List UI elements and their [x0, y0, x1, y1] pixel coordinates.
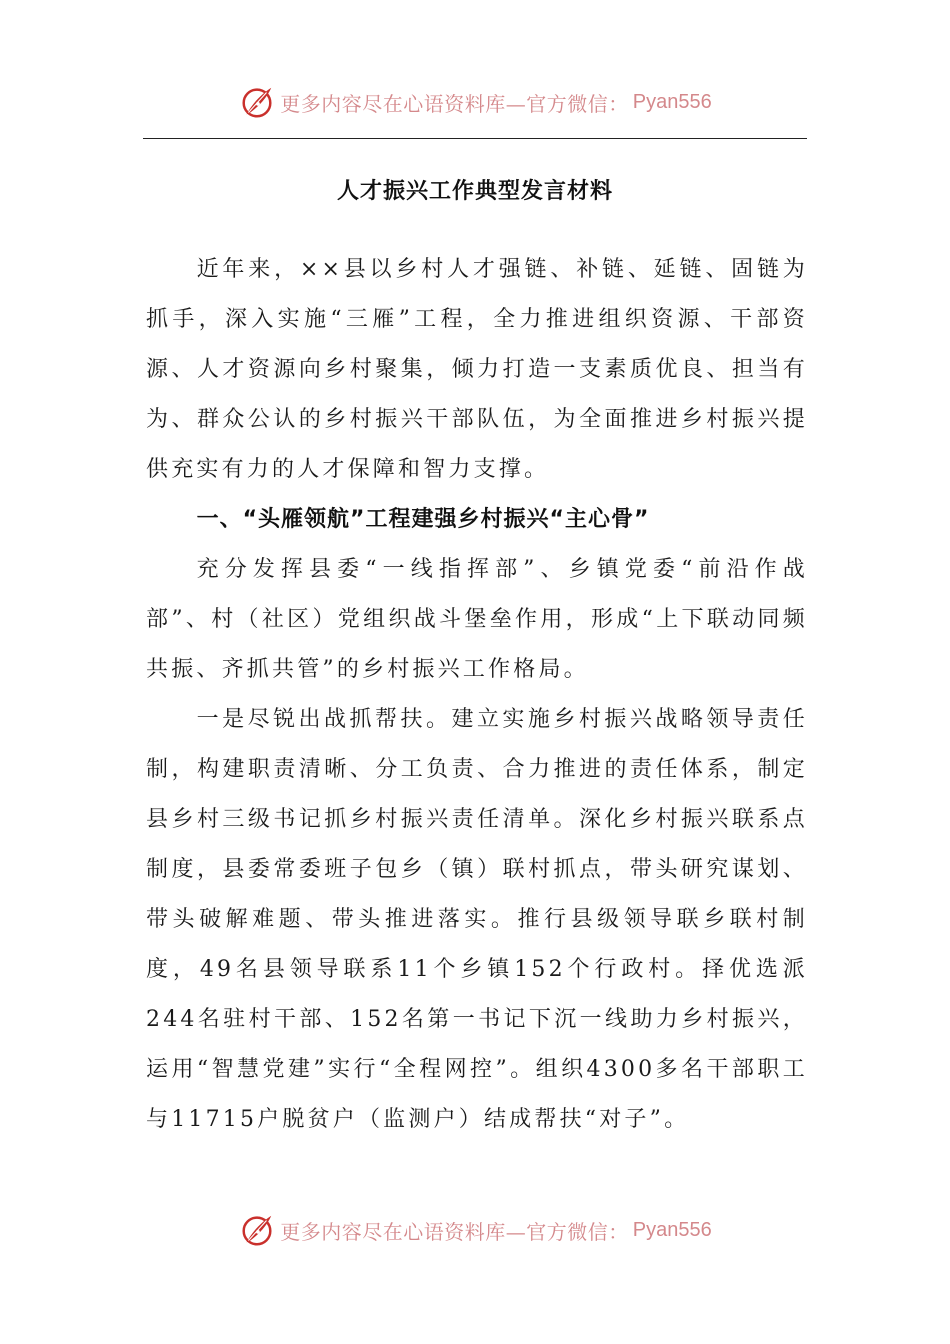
- section-heading: 一、“头雁领航”工程建强乡村振兴“主心骨”: [196, 507, 650, 532]
- watermark-text: 更多内容尽在心语资料库—官方微信：: [280, 1219, 629, 1244]
- intro-paragraph: 近年来，××县以乡村人才强链、补链、延链、固链为抓手，深入实施“三雁”工程，全力推进组织资源、干部资源、人才资源向乡村聚集，倾力打造一支素质优良、担当有为、群众公认的乡村振兴干部队伍，为全面推进乡村振兴提供充实有力的人才保障和智力支撑。: [146, 257, 808, 482]
- watermark-text: 更多内容尽在心语资料库—官方微信：: [280, 91, 629, 116]
- feather-pen-logo-icon: [238, 1211, 276, 1249]
- document-body: [146, 245, 808, 1145]
- document-title: 人才振兴工作典型发言材料: [336, 178, 613, 204]
- header-watermark: [0, 82, 950, 122]
- header-divider: [143, 138, 807, 139]
- section-paragraph: 一是尽锐出战抓帮扶。建立实施乡村振兴战略领导责任制，构建职责清晰、分工负责、合力推进的责任体系，制定县乡村三级书记抓乡村振兴责任清单。深化乡村振兴联系点制度，县委常委班子包乡（镇）联村抓点，带头研究谋划、带头破解难题、带头推进落实。推行县级领导联乡联村制度，49名县领导联系11个乡镇152个行政村。择优选派244名驻村干部、152名第一书记下沉一线助力乡村振兴，运用“智慧党建”实行“全程网控”。组织4300多名干部职工与11715户脱贫户（监测户）结成帮扶“对子”。: [146, 707, 808, 1132]
- watermark-wechat-id: Pyan556: [632, 1218, 712, 1241]
- feather-pen-logo-icon: [238, 83, 276, 121]
- section-paragraph: 充分发挥县委“一线指挥部”、乡镇党委“前沿作战部”、村（社区）党组织战斗堡垒作用，形成“上下联动同频共振、齐抓共管”的乡村振兴工作格局。: [146, 557, 808, 682]
- watermark-wechat-id: Pyan556: [632, 90, 712, 113]
- footer-watermark: [0, 1210, 950, 1250]
